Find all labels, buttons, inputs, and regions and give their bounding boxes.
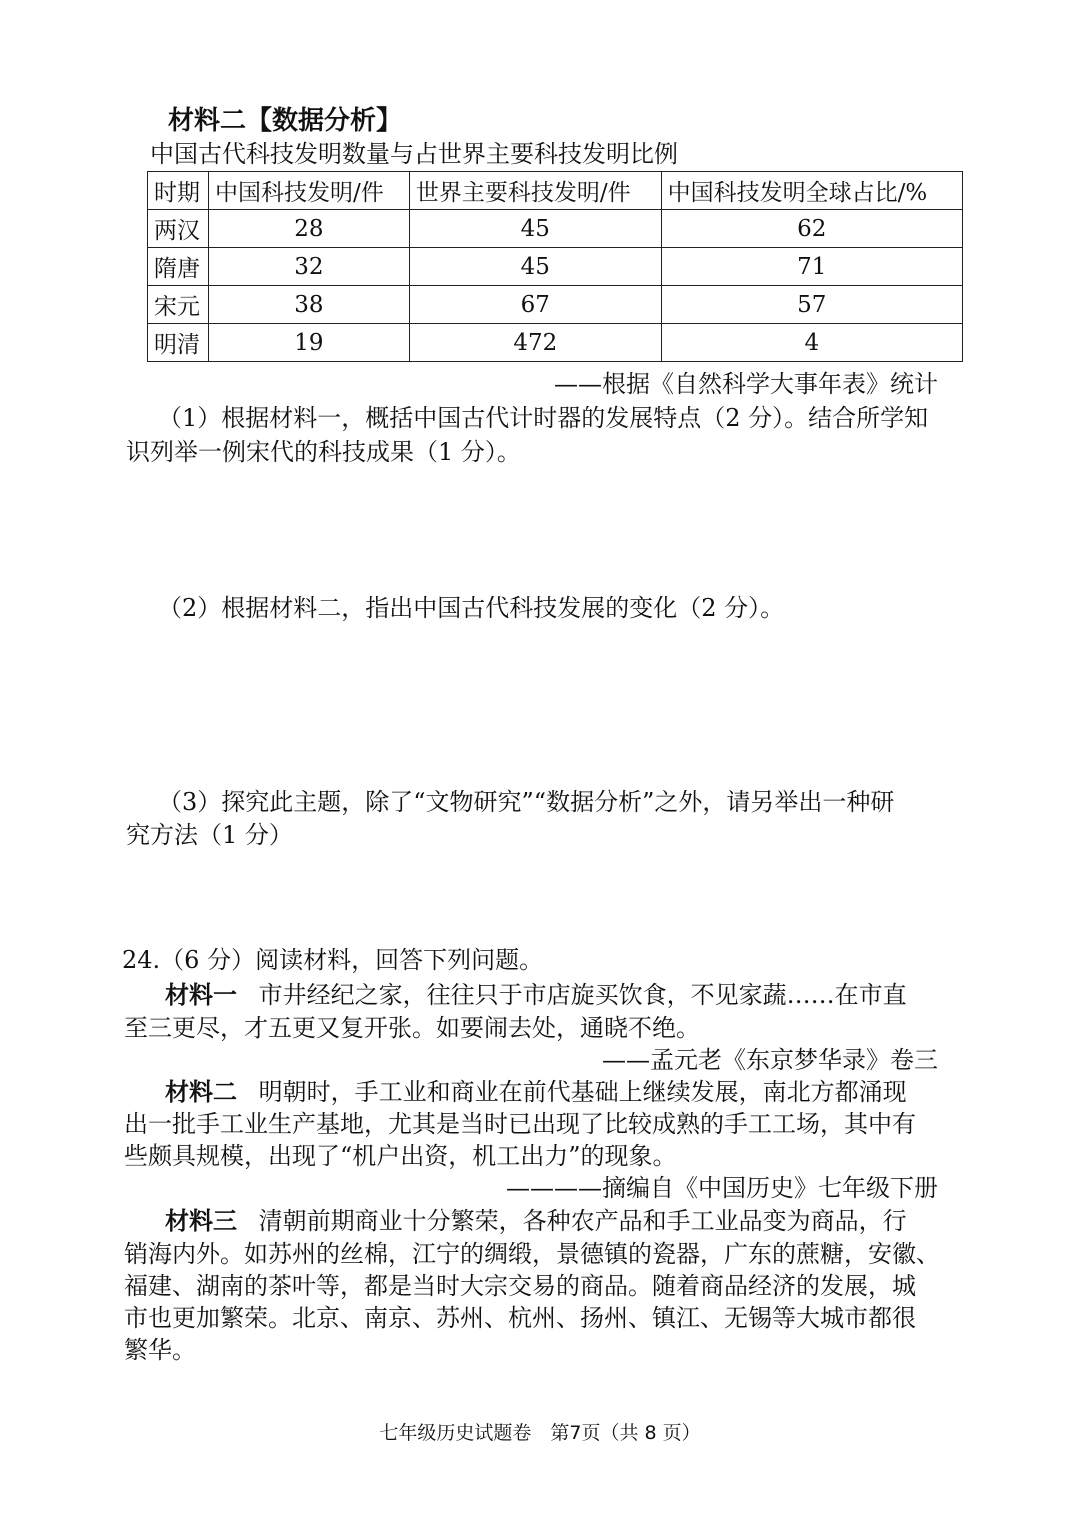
table-cell: 两汉 bbox=[148, 210, 209, 248]
material-1-label: 材料一 bbox=[165, 980, 237, 1009]
table-row bbox=[148, 248, 963, 286]
material-3-line-3: 福建、湖南的茶叶等，都是当时大宗交易的商品。随着商品经济的发展，城 bbox=[124, 1272, 916, 1300]
material-1 bbox=[165, 979, 907, 1011]
material-1-line-2: 至三更尽，才五更又复开张。如要闹去处，通晓不绝。 bbox=[124, 1014, 700, 1042]
table-cell: 38 bbox=[209, 286, 410, 324]
table-cell: 45 bbox=[409, 248, 661, 286]
invention-table bbox=[147, 171, 963, 362]
table-row bbox=[148, 210, 963, 248]
material-2-source: ————摘编自《中国历史》七年级下册 bbox=[506, 1174, 938, 1202]
question-3-line-2: 究方法（1 分） bbox=[126, 821, 293, 849]
question-3-line-1: （3）探究此主题，除了“文物研究”“数据分析”之外，请另举出一种研 bbox=[158, 788, 895, 816]
table-row bbox=[148, 286, 963, 324]
table-row bbox=[148, 324, 963, 362]
table-cell: 62 bbox=[661, 210, 962, 248]
question-24-intro: 24.（6 分）阅读材料，回答下列问题。 bbox=[122, 946, 544, 974]
table-cell: 67 bbox=[409, 286, 661, 324]
material-2-label: 材料二 bbox=[165, 1077, 237, 1106]
header-china-inventions: 中国科技发明/件 bbox=[209, 172, 410, 210]
material-3-line-2: 销海内外。如苏州的丝棉，江宁的绸缎，景德镇的瓷器，广东的蔗糖，安徽、 bbox=[124, 1240, 940, 1268]
material-3-label: 材料三 bbox=[165, 1206, 237, 1235]
table-cell: 32 bbox=[209, 248, 410, 286]
material-2 bbox=[165, 1076, 907, 1108]
table-cell: 71 bbox=[661, 248, 962, 286]
table-source: ——根据《自然科学大事年表》统计 bbox=[554, 370, 938, 398]
material-3-text: 清朝前期商业十分繁荣，各种农产品和手工业品变为商品，行 bbox=[258, 1207, 907, 1235]
table-cell: 隋唐 bbox=[148, 248, 209, 286]
material-3 bbox=[165, 1205, 907, 1237]
material-1-source: ——孟元老《东京梦华录》卷三 bbox=[602, 1046, 938, 1074]
material-2-line-3: 些颇具规模，出现了“机户出资，机工出力”的现象。 bbox=[124, 1142, 677, 1170]
material-1-text: 市井经纪之家，往往只于市店旋买饮食，不见家蔬……在市直 bbox=[258, 981, 907, 1009]
table-cell: 45 bbox=[409, 210, 661, 248]
header-world-inventions: 世界主要科技发明/件 bbox=[409, 172, 661, 210]
table-cell: 宋元 bbox=[148, 286, 209, 324]
question-1-line-1: （1）根据材料一，概括中国古代计时器的发展特点（2 分）。结合所学知 bbox=[158, 404, 929, 432]
table-cell: 57 bbox=[661, 286, 962, 324]
table-cell: 28 bbox=[209, 210, 410, 248]
header-china-share: 中国科技发明全球占比/% bbox=[661, 172, 962, 210]
material-3-line-4: 市也更加繁荣。北京、南京、苏州、杭州、扬州、镇江、无锡等大城市都很 bbox=[124, 1304, 916, 1332]
page-footer: 七年级历史试题卷 第7页（共 8 页） bbox=[379, 1422, 701, 1444]
material-2-text: 明朝时，手工业和商业在前代基础上继续发展，南北方都涌现 bbox=[258, 1078, 907, 1106]
table-cell: 19 bbox=[209, 324, 410, 362]
question-2: （2）根据材料二，指出中国古代科技发展的变化（2 分）。 bbox=[158, 594, 785, 622]
table-header-row bbox=[148, 172, 963, 210]
table-cell: 472 bbox=[409, 324, 661, 362]
material-2-line-2: 出一批手工业生产基地，尤其是当时已出现了比较成熟的手工工场，其中有 bbox=[124, 1110, 916, 1138]
material2-heading: 材料二【数据分析】 bbox=[168, 106, 403, 136]
material-3-line-5: 繁华。 bbox=[124, 1336, 196, 1364]
table-cell: 4 bbox=[661, 324, 962, 362]
table-cell: 明清 bbox=[148, 324, 209, 362]
question-1-line-2: 识列举一例宋代的科技成果（1 分）。 bbox=[126, 438, 521, 466]
header-period: 时期 bbox=[148, 172, 209, 210]
table-title: 中国古代科技发明数量与占世界主要科技发明比例 bbox=[150, 140, 678, 168]
